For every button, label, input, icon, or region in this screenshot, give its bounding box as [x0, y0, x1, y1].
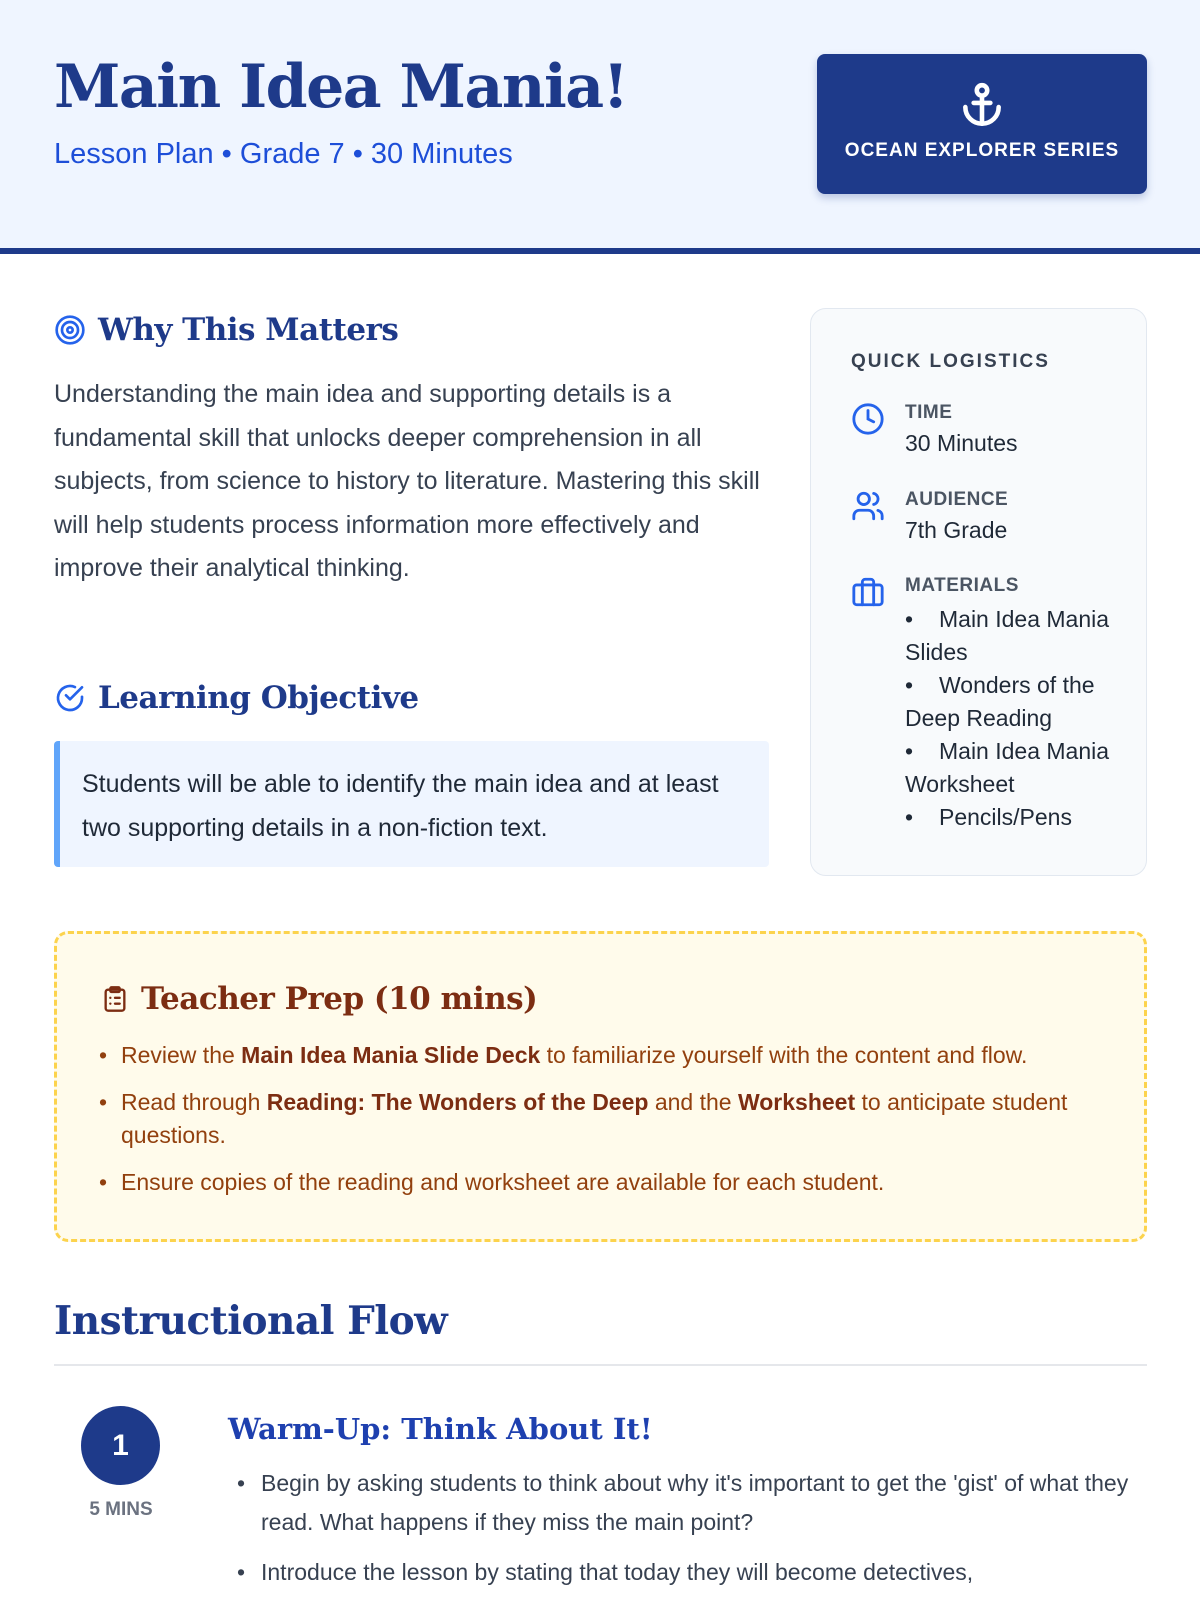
teacher-prep-box: [54, 931, 1147, 1242]
materials-list: [905, 603, 1115, 834]
target-icon: [54, 314, 86, 346]
time-label: TIME: [905, 402, 953, 423]
material-item: • Pencils/Pens: [905, 801, 1115, 834]
objective-heading: Learning Objective: [98, 680, 419, 716]
materials-label: MATERIALS: [905, 575, 1019, 596]
audience-value: 7th Grade: [905, 517, 1008, 543]
header-banner: [0, 0, 1200, 254]
prep-item: • Review the Main Idea Mania Slide Deck to familiarize yourself with the content and flow.: [121, 1039, 1121, 1072]
anchor-icon: [957, 80, 1007, 130]
series-badge: [817, 54, 1147, 194]
why-heading-row: [54, 312, 398, 348]
objective-heading-row: [54, 680, 419, 716]
step-bullet-list: [261, 1464, 1131, 1600]
briefcase-icon: [851, 575, 885, 609]
prep-heading-row: [101, 981, 537, 1017]
step-number-badge: 1: [81, 1406, 160, 1485]
why-heading: Why This Matters: [98, 312, 399, 348]
step-bullet: • Introduce the lesson by stating that today they will become detectives,: [261, 1553, 1131, 1592]
audience-label: AUDIENCE: [905, 489, 1009, 510]
logistics-card: [810, 308, 1147, 876]
step-title: Warm-Up: Think About It!: [228, 1412, 653, 1446]
clipboard-icon: [101, 984, 129, 1014]
time-value: 30 Minutes: [905, 430, 1018, 456]
step-bullet: • Begin by asking students to think about why it's important to get the 'gist' of what they read. What happens if they miss the main point?: [261, 1464, 1131, 1541]
material-item: • Main Idea Mania Slides: [905, 603, 1115, 669]
flow-heading: Instructional Flow: [54, 1298, 448, 1344]
material-item: • Main Idea Mania Worksheet: [905, 735, 1115, 801]
page-title: Main Idea Mania!: [54, 52, 628, 122]
users-icon: [851, 489, 885, 523]
badge-label: OCEAN EXPLORER SERIES: [844, 140, 1120, 161]
why-paragraph: Understanding the main idea and supporting details is a fundamental skill that unlocks deeper comprehension in all subjects, from science to history to literature. Mastering this skill will help students process information more effectively and improve their analytical thinking.: [54, 380, 760, 582]
check-circle-icon: [54, 682, 86, 714]
step-duration: 5 MINS: [89, 1499, 153, 1520]
flow-divider: [54, 1364, 1147, 1366]
logistics-heading: QUICK LOGISTICS: [851, 351, 1050, 372]
prep-list: [121, 1039, 1121, 1213]
material-item: • Wonders of the Deep Reading: [905, 669, 1115, 735]
lesson-subtitle: Lesson Plan • Grade 7 • 30 Minutes: [54, 138, 513, 170]
prep-item: • Ensure copies of the reading and worksheet are available for each student.: [121, 1166, 1121, 1199]
prep-item: • Read through Reading: The Wonders of the Deep and the Worksheet to anticipate student questions.: [121, 1086, 1121, 1152]
clock-icon: [851, 402, 885, 436]
objective-callout: Students will be able to identify the main idea and at least two supporting details in a non-fiction text.: [54, 741, 769, 867]
prep-heading: Teacher Prep (10 mins): [141, 981, 538, 1017]
